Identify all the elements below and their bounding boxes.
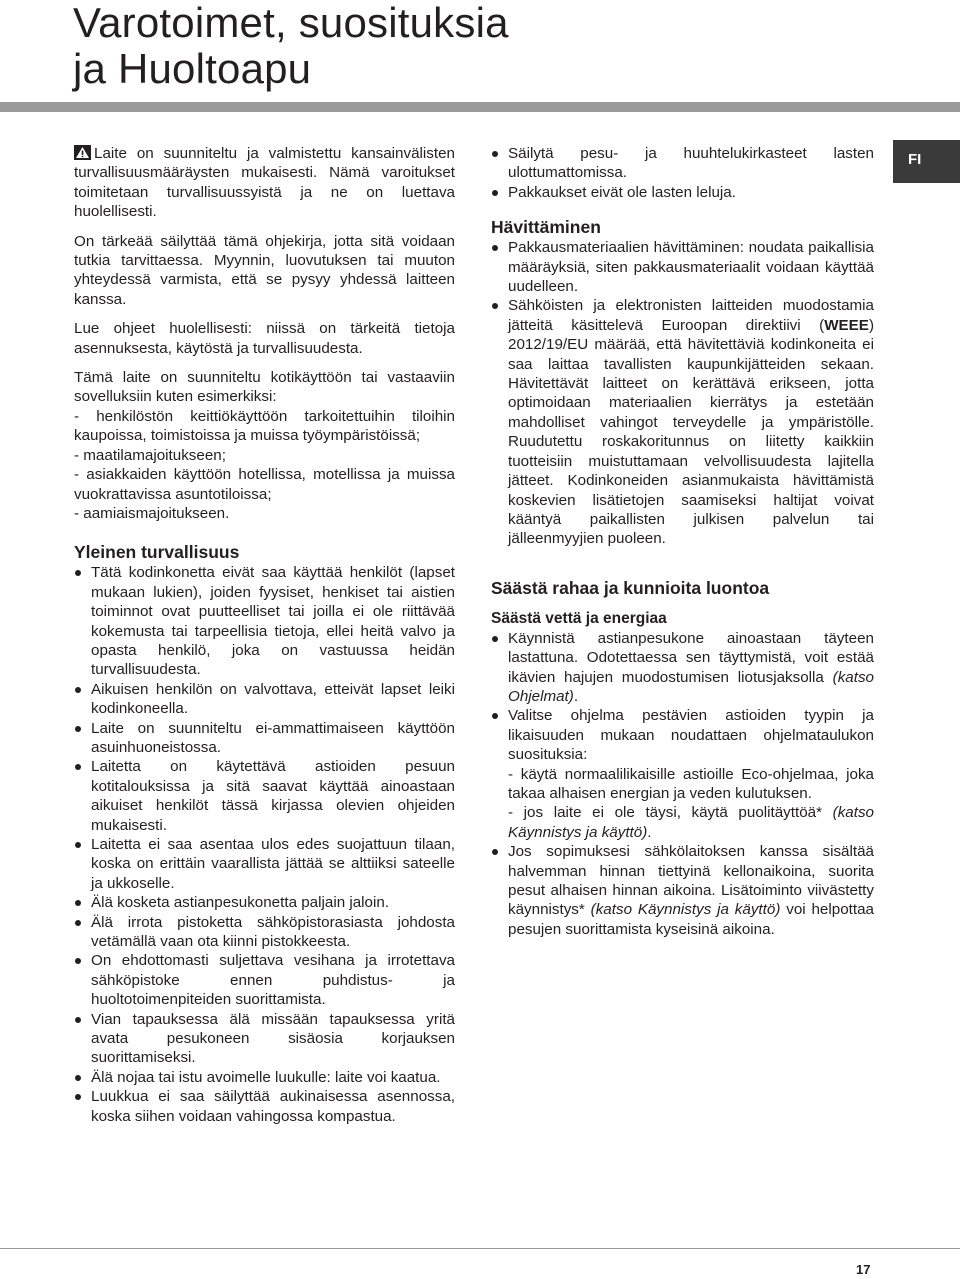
disposal-item: Pakkausmateriaalien hävittäminen: noudata paikallisia määräyksiä, siten pakkausmateriaalit voidaan käyttää uudelleen.: [491, 238, 874, 296]
save-item-2-dash-2-text: - jos laite ei ole täysi, käytä puolitäyttöä*: [508, 804, 833, 822]
intro-paragraph: [74, 144, 455, 222]
save-item-1-ref: (katso Ohjelmat): [508, 668, 874, 705]
title-line-1: Varotoimet, suosituksia: [73, 0, 509, 46]
safety-item: Älä nojaa tai istu avoimelle luukulle: laite voi kaatua.: [74, 1068, 455, 1087]
storage-list: [491, 144, 874, 202]
save-item-2-dash-2: [508, 803, 874, 842]
safety-item: On ehdottomasti suljettava vesihana ja irrotettava sähköpistoke ennen puhdistus- ja huoltotoimenpiteiden suorittamista.: [74, 951, 455, 1009]
page-number: 17: [856, 1262, 871, 1277]
weee-label: WEEE: [824, 316, 869, 334]
disposal-item-weee: [491, 296, 874, 548]
save-item-2-dash-1: - käytä normaalilikaisille astioille Eco-ohjelmaa, joka takaa alhaisen energian ja veden kulutuksen.: [508, 765, 874, 802]
page-title: [73, 0, 509, 92]
warning-icon: [74, 145, 91, 160]
save-item: [491, 706, 874, 842]
weee-text-a: Sähköisten ja elektronisten laitteiden muodostamia jätteitä käsittelevä Euroopan direktiivi (: [508, 297, 874, 334]
safety-item: Vian tapauksessa älä missään tapauksessa yritä avata pesukoneen sisäosia korjauksen suorittamiseksi.: [74, 1010, 455, 1068]
save-item: [491, 842, 874, 939]
save-item-2-dash-2-end: .: [647, 823, 652, 841]
manual-keep-paragraph: On tärkeää säilyttää tämä ohjekirja, jotta sitä voidaan tutkia tarvittaessa. Myynnin, luovutuksen tai muuton yhteydessä varmista, että se pysyy yhdessä laitteen kanssa.: [74, 232, 455, 308]
footer-rule: [0, 1248, 960, 1249]
safety-item: Luukkua ei saa säilyttää aukinaisessa asennossa, koska siihen voidaan vahingossa kompastua.: [74, 1087, 455, 1126]
save-item-2-dash-2-ref: (katso Käynnistys ja käyttö): [508, 804, 874, 841]
weee-text-b: ) 2012/19/EU määrää, että hävitettäviä kodinkoneita ei saa laittaa tavallisten kaupunkijätteiden sekaan. Hävitettävät laitteet on kerättävä erikseen, jotta optimoidaan materiaalien kierrätys ja estetään mahdolliset vahingot terveydelle ja ympäristölle. Ruudutettu roskakoritunnus on liitetty kaikkiin tuotteisiin muistuttamaan velvollisuudesta lajitella jätteet. Kodinkoneiden asianmukaista hävittämistä koskevien lisätietojen saamiseksi haltijat voivat kääntyä paikallisten julkisen palvelun tai jälleenmyyjien puoleen.: [508, 316, 874, 548]
read-carefully-paragraph: Lue ohjeet huolellisesti: niissä on tärkeitä tietoja asennuksesta, käytöstä ja turvallisuudesta.: [74, 320, 455, 357]
intended-use-paragraph: Tämä laite on suunniteltu kotikäyttöön tai vastaaviin sovelluksiin kuten esimerkiksi:: [74, 369, 455, 406]
safety-item: Tätä kodinkonetta eivät saa käyttää henkilöt (lapset mukaan lukien), joiden fyysiset, henkiset tai aistien toiminnot ovat puutteelliset tai joilla ei ole riittävää kokemusta tai tarpeellisia tietoja, ellei heitä valvo ja opasta henkilö, joka on vastuussa heidän turvallisuudesta.: [74, 563, 455, 679]
left-column: [74, 144, 455, 1126]
safety-item: Aikuisen henkilön on valvottava, etteivät lapset leiki kodinkoneella.: [74, 680, 455, 719]
save-item-3-end: voi helpottaa pesujen suorittamista kyseisinä aikoina.: [508, 901, 874, 938]
safety-item: Laite on suunniteltu ei-ammattimaiseen käyttöön asuinhuoneistossa.: [74, 719, 455, 758]
save-list: [491, 629, 874, 940]
intro-text: Laite on suunniteltu ja valmistettu kansainvälisten turvallisuusmääräysten mukaisesti. Nämä varoitukset toimitetaan turvallisuussyistä ja ne on luettava huolellisesti.: [74, 145, 455, 221]
safety-item: Laitetta on käytettävä astioiden pesuun kotitalouksissa ja sitä saavat käyttää ainoastaan aikuiset henkilöt tässä kirjassa olevien ohjeiden mukaisesti.: [74, 757, 455, 835]
save-item-3-ref: (katso Käynnistys ja käyttö): [590, 901, 781, 919]
title-rule: [0, 102, 960, 112]
intended-use-item: - henkilöstön keittiökäyttöön tarkoitettuihin tiloihin kaupoissa, toimistoissa ja muissa työympäristöissä;: [74, 407, 455, 445]
save-item-1-text: Käynnistä astianpesukone ainoastaan täyteen lastattuna. Odotettaessa sen täyttymistä, voit estää ikävien hajujen muodostumisen liotusjaksolla: [508, 629, 874, 686]
save-water-heading: Säästä vettä ja energiaa: [491, 609, 667, 627]
intended-use-item: - aamiaismajoitukseen.: [74, 504, 230, 522]
language-tab: FI: [893, 140, 960, 183]
intended-use-item: - maatilamajoitukseen;: [74, 446, 226, 464]
save-item: [491, 629, 874, 707]
intended-use-item: - asiakkaiden käyttöön hotellissa, motellissa ja muissa vuokrattavissa asuntotiloissa;: [74, 466, 455, 503]
disposal-heading: Hävittäminen: [491, 217, 601, 238]
safety-item: Älä kosketa astianpesukonetta paljain jaloin.: [74, 893, 455, 912]
save-money-heading: Säästä rahaa ja kunnioita luontoa: [491, 577, 770, 598]
save-item-1-end: .: [573, 687, 579, 705]
safety-item: Älä irrota pistoketta sähköpistorasiasta johdosta vetämällä vaan ota kiinni pistokkeesta.: [74, 913, 455, 952]
right-column: [491, 144, 874, 939]
storage-item: Säilytä pesu- ja huuhtelukirkasteet lasten ulottumattomissa.: [491, 144, 874, 183]
safety-item: Laitetta ei saa asentaa ulos edes suojattuun tilaan, koska on erittäin vaarallista jättää se alttiiksi sateelle ja ukkoselle.: [74, 835, 455, 893]
general-safety-heading: Yleinen turvallisuus: [74, 542, 240, 563]
save-item-3-text: Jos sopimuksesi sähkölaitoksen kanssa sisältää halvemman hinnan tiettyinä kellonaikoina, suorita pesut alhaisen hinnan aikoina. Lisätoiminto viivästetty käynnistys*: [508, 843, 874, 919]
title-line-2: ja Huoltoapu: [73, 45, 312, 92]
storage-item: Pakkaukset eivät ole lasten leluja.: [491, 183, 874, 202]
save-item-2-text: Valitse ohjelma pestävien astioiden tyypin ja likaisuuden mukaan noudattaen ohjelmataulukon suosituksia:: [508, 707, 874, 764]
general-safety-list: [74, 563, 455, 1126]
disposal-list: [491, 238, 874, 549]
intended-use-list: [74, 407, 455, 523]
